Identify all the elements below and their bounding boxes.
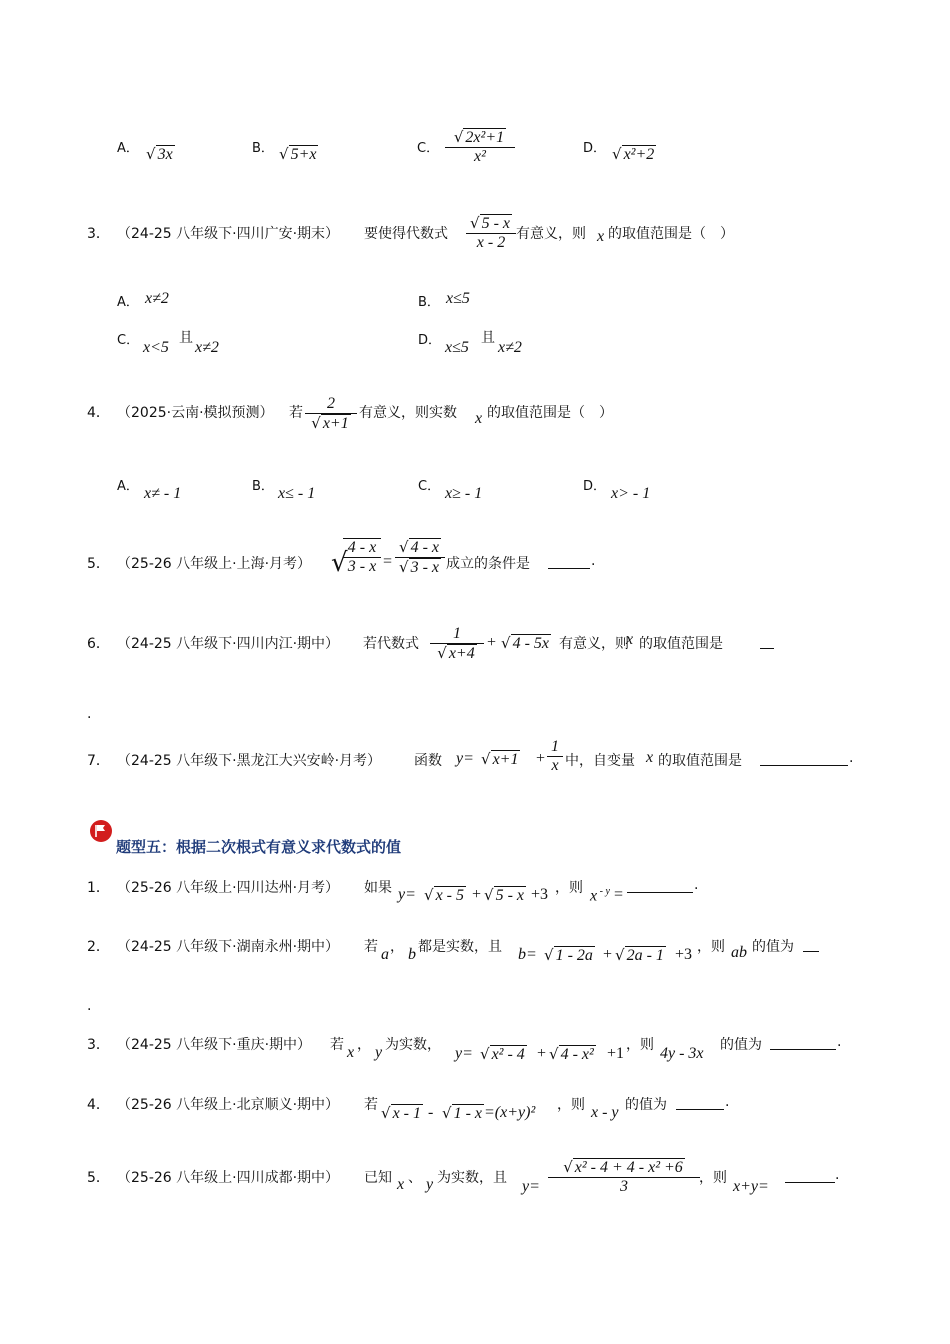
question-number: 2．: [87, 939, 110, 955]
question-number: 4．: [87, 1097, 110, 1113]
q7-radical: √ x+1: [481, 750, 519, 768]
question-text: 中，自变量: [565, 753, 635, 769]
plus-sign: +: [603, 946, 613, 963]
question-number: 3．: [87, 1037, 110, 1053]
option-a-expression: x≠2: [145, 290, 169, 307]
option-b-label: B．: [418, 295, 440, 310]
question-text: 的取值范围是（ ）: [608, 226, 734, 242]
option-b-expression: x≤ - 1: [278, 485, 316, 502]
option-d-expression: x≠2: [498, 339, 522, 356]
flag-icon: [90, 820, 112, 842]
option-c-label: C．: [418, 479, 441, 494]
power-expression: x $^{- y}$: [590, 886, 610, 905]
option-d-expression: x≤5: [445, 339, 469, 356]
question-source: （2025·云南·模拟预测）: [117, 405, 274, 421]
question-text: 若代数式: [363, 636, 419, 652]
plus-sign: +: [487, 634, 497, 651]
plus-sign: +: [537, 1045, 547, 1062]
question-end: .: [849, 750, 854, 766]
question-text: 的取值范围是: [658, 753, 742, 769]
separator: 、: [408, 1170, 422, 1186]
question-source: （24-25 八年级下·四川内江·期中）: [117, 636, 340, 652]
q6-fraction: $\frac{1}{√ x+4}$: [430, 625, 484, 663]
answer-blank[interactable]: [676, 1095, 724, 1110]
question-text: 的值为: [625, 1097, 667, 1113]
question-number: 3．: [87, 226, 110, 242]
question-text: 若: [289, 405, 303, 421]
question-text: 为实数，: [385, 1037, 441, 1053]
option-c-label: C．: [117, 333, 140, 348]
radical-1: √ x² - 4: [480, 1045, 525, 1063]
minus-sign: -: [428, 1104, 434, 1121]
radical-2: √ 5 - x: [484, 886, 524, 904]
question-source: （24-25 八年级下·黑龙江大兴安岭·月考）: [117, 753, 382, 769]
option-c-expression: x≥ - 1: [445, 485, 483, 502]
question-source: （25-26 八年级上·上海·月考）: [117, 556, 312, 572]
q7-fraction: $\frac{1}{x}$: [547, 738, 563, 775]
radical-2: √ 4 - x²: [549, 1045, 594, 1063]
option-d-label: D．: [418, 333, 442, 348]
option-d-label: D．: [583, 479, 607, 494]
comma: ，: [357, 1037, 371, 1053]
variable: x: [626, 631, 634, 648]
question-text: 有意义，则实数: [359, 405, 457, 421]
question-text: 的取值范围是（ ）: [487, 405, 613, 421]
variable-x: x: [397, 1176, 405, 1193]
comma: ，: [390, 939, 404, 955]
question-source: （25-26 八年级上·四川达州·月考）: [117, 880, 340, 896]
option-a-expression: x≠ - 1: [144, 485, 182, 502]
p5-fraction: $\frac{\text{√ x² - 4 + 4 - x² +6}}{3}$: [548, 1158, 700, 1196]
question-end: .: [725, 1094, 730, 1110]
radical-sign: √: [331, 548, 348, 578]
question-number: 5．: [87, 1170, 110, 1186]
equation-lhs: y=: [398, 886, 416, 903]
section-title: 题型五：根据二次根式有意义求代数式的值: [116, 838, 402, 856]
question-end: .: [835, 1167, 840, 1183]
variable-a: a: [381, 946, 389, 963]
option-c-expression: x<5: [143, 339, 169, 356]
q5-lhs-fraction: $\frac{4 - x}{3 - x}$: [343, 538, 381, 576]
answer-blank[interactable]: [803, 937, 819, 952]
option-d-expression: √ x²+2: [612, 145, 655, 163]
question-text: 如果: [364, 880, 392, 896]
answer-blank[interactable]: [548, 554, 590, 569]
option-c-label: C．: [417, 141, 440, 156]
question-source: （24-25 八年级下·四川广安·期末）: [117, 226, 340, 242]
question-text: 有意义，则: [516, 226, 586, 242]
question-text: 的值为: [720, 1037, 762, 1053]
equals-sign: =: [383, 553, 393, 570]
q3-fraction: $\frac{√ 5 - x}{x - 2}$: [466, 214, 516, 252]
radical-2: √ 2a - 1: [615, 946, 664, 964]
question-text: 的取值范围是: [639, 636, 723, 652]
question-number: 6．: [87, 636, 110, 652]
equals-sign: =: [614, 886, 624, 903]
option-c-and: 且: [179, 330, 193, 346]
q5-rhs-fraction: $\frac{√ 4 - x}{√ 3 - x}$: [395, 538, 445, 577]
question-end: .: [87, 998, 92, 1014]
target-expression: 4y - 3x: [660, 1045, 704, 1062]
variable: x: [475, 410, 483, 427]
answer-blank[interactable]: [627, 878, 693, 893]
option-c-fraction: $\frac{\text{√ 2x²+1}}{\text{x²}}$: [445, 128, 515, 166]
plus-sign: +: [472, 886, 482, 903]
question-text: 函数: [414, 753, 442, 769]
variable-y: y: [375, 1044, 383, 1061]
radical-1: √ x - 1: [381, 1104, 421, 1122]
question-text: 有意义，则: [559, 636, 629, 652]
q6-radical: √ 4 - 5x: [501, 634, 549, 652]
equation-lhs: y=: [455, 1045, 473, 1062]
constant-term: +1: [607, 1045, 625, 1062]
question-source: （25-26 八年级上·北京顺义·期中）: [117, 1097, 340, 1113]
option-a-label: A．: [117, 295, 139, 310]
equation-lhs: y=: [522, 1178, 540, 1195]
target-expression: x - y: [591, 1104, 619, 1121]
constant-term: +3: [675, 946, 693, 963]
option-b-label: B．: [252, 141, 274, 156]
answer-blank[interactable]: [770, 1035, 836, 1050]
question-end: .: [694, 877, 699, 893]
option-a-label: A．: [117, 479, 139, 494]
answer-blank[interactable]: [785, 1168, 835, 1183]
option-a-expression: √ 3x: [146, 145, 173, 163]
variable-b: b: [408, 946, 416, 963]
variable: x: [597, 228, 605, 245]
question-number: 1．: [87, 880, 110, 896]
variable-y: y: [426, 1176, 434, 1193]
option-b-expression: x≤5: [446, 290, 470, 307]
radical-1: √ x - 5: [424, 886, 464, 904]
question-text: ，则: [626, 1037, 654, 1053]
target-expression: x+y=: [733, 1178, 769, 1195]
question-end: .: [87, 706, 92, 722]
plus-sign: +: [536, 750, 546, 767]
answer-blank[interactable]: [760, 751, 848, 766]
question-source: （24-25 八年级下·重庆·期中）: [117, 1037, 312, 1053]
variable-x: x: [347, 1044, 355, 1061]
question-number: 4．: [87, 405, 110, 421]
question-text: 已知: [364, 1170, 392, 1186]
q4-fraction: $\frac{2}{√ x+1}$: [305, 395, 357, 433]
radical-2: √ 1 - x: [442, 1104, 482, 1122]
question-number: 7．: [87, 753, 110, 769]
equation-lhs: b=: [518, 946, 537, 963]
option-a-label: A．: [117, 141, 139, 156]
question-text: 成立的条件是: [446, 556, 530, 572]
question-text: 的值为: [752, 939, 794, 955]
question-text: 若: [364, 939, 378, 955]
question-text: 若: [364, 1097, 378, 1113]
question-text: 若: [330, 1037, 344, 1053]
question-text: 都是实数，且: [418, 939, 502, 955]
question-text: ，则: [557, 1097, 585, 1113]
question-text: ，则: [555, 880, 583, 896]
product-ab: ab: [731, 944, 747, 961]
question-end: .: [591, 553, 596, 569]
equation-rhs: =(x+y)²: [484, 1104, 536, 1121]
option-c-expression: x≠2: [195, 339, 219, 356]
question-number: 5．: [87, 556, 110, 572]
question-text: ，则: [699, 1170, 727, 1186]
constant-term: +3: [531, 886, 549, 903]
function-lhs: y=: [456, 750, 474, 767]
question-source: （25-26 八年级上·四川成都·期中）: [117, 1170, 340, 1186]
option-d-label: D．: [583, 141, 607, 156]
option-d-and: 且: [481, 330, 495, 346]
answer-blank[interactable]: [760, 634, 774, 649]
question-source: （24-25 八年级下·湖南永州·期中）: [117, 939, 340, 955]
radical-1: √ 1 - 2a: [544, 946, 593, 964]
option-d-expression: x> - 1: [611, 485, 651, 502]
option-b-expression: √ 5+x: [279, 145, 317, 163]
question-end: .: [837, 1034, 842, 1050]
question-text: 为实数，且: [437, 1170, 507, 1186]
question-text: ，则: [697, 939, 725, 955]
question-text: 要使得代数式: [364, 226, 448, 242]
option-b-label: B．: [252, 479, 274, 494]
variable: x: [646, 749, 654, 766]
